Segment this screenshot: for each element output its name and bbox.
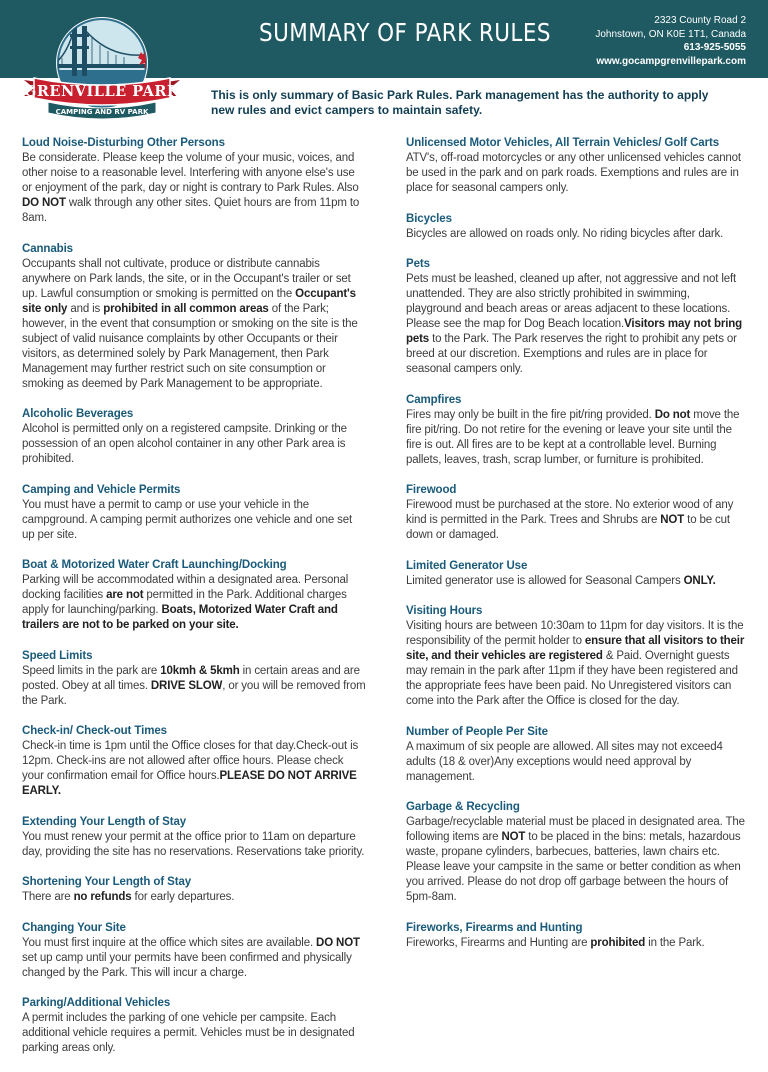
rule-section-boat-motorized-water-craft-launching-docking: [22, 558, 367, 633]
address-line-1: 2323 County Road 2: [654, 15, 746, 26]
rule-section-parking-additional-vehicles: [22, 996, 367, 1056]
rule-heading: Cannabis: [22, 242, 73, 255]
rule-text: You must renew your permit at the office prior to 11am on departure day, providing the site has no reservations. Reservations take priority.: [22, 830, 365, 858]
address-line-2: Johnstown, ON K0E 1T1, Canada: [595, 28, 746, 40]
rule-text: Alcohol is permitted only on a registered campsite. Drinking or the possession of an open alcohol container in any other Park area is prohibited.: [22, 423, 347, 465]
rule-text: to the Park. The Park reserves the right to prohibit any pets or breed at our discretion. Exemptions and rules are in place for seasonal campers only.: [406, 333, 737, 375]
rule-heading: Alcoholic Beverages: [22, 408, 134, 420]
left-column: [22, 136, 367, 1072]
rule-section-shortening-your-length-of-stay: [22, 875, 367, 905]
rule-emphasis: ensure that all visitors to their site, and their vehicles are registered: [406, 635, 745, 662]
rule-emphasis: are not: [106, 589, 144, 601]
rule-text: and is: [67, 302, 104, 315]
rule-text: walk through any other sites. Quiet hours are from 11pm to 8am.: [22, 197, 360, 224]
rule-heading: Loud Noise-Disturbing Other Persons: [22, 137, 225, 149]
rule-text: Bicycles are allowed on roads only. No riding bicycles after dark.: [406, 227, 724, 240]
rule-text: for early departures.: [131, 891, 235, 903]
rule-section-speed-limits: [22, 649, 367, 709]
rule-body: [22, 573, 367, 633]
rule-emphasis: ONLY.: [683, 574, 716, 587]
rule-heading: Pets: [406, 258, 430, 270]
rule-heading: Changing Your Site: [22, 921, 126, 934]
rule-text: You must have a permit to camp or use your vehicle in the campground. A camping permit authorizes one vehicle and one set up per site.: [22, 498, 353, 541]
rule-emphasis: DRIVE SLOW: [150, 679, 223, 692]
rule-text: Firewood must be purchased at the store. No exterior wood of any kind is permitted in the Park. Trees and Shrubs are: [406, 499, 734, 526]
rule-emphasis: Visitors may not bring pets: [406, 318, 742, 345]
rule-heading: Camping and Vehicle Permits: [22, 483, 181, 496]
rule-emphasis: prohibited in all common areas: [103, 302, 269, 315]
rule-body: [406, 272, 746, 377]
contact-info: [595, 14, 746, 68]
rule-section-check-in-check-out-times: [22, 724, 367, 799]
rule-heading: Check-in/ Check-out Times: [22, 725, 167, 737]
rule-heading: Parking/Additional Vehicles: [22, 997, 171, 1009]
rule-heading: Boat & Motorized Water Craft Launching/Docking: [22, 559, 287, 571]
logo-name: GRENVILLE PARK: [23, 83, 181, 100]
rule-text: Fires may only be built in the fire pit/ring provided.: [406, 408, 655, 421]
rule-section-camping-and-vehicle-permits: [22, 483, 367, 543]
rule-emphasis: 10kmh & 5kmh: [160, 664, 240, 677]
rule-section-campfires: [406, 393, 746, 468]
rule-body: [406, 936, 746, 951]
rule-body: [22, 1011, 367, 1056]
rule-heading: Fireworks, Firearms and Hunting: [406, 921, 583, 934]
rule-emphasis: NOT: [501, 831, 526, 843]
rule-emphasis: Boats, Motorized Water Craft and trailers are not to be parked on your site.: [22, 604, 338, 631]
phone-number: 613-925-5055: [683, 42, 746, 53]
rule-text: to be placed in the bins: metals, hazardous waste, propane cylinders, barbecues, batteries, lawn chairs etc. Please leave your campsite in the same or better condition as when you arrived. Please do not drop off garbage between the hours of 5pm-8am.: [406, 831, 741, 903]
right-column: [406, 136, 746, 966]
logo-tagline: CAMPING AND RV PARK: [55, 108, 149, 116]
rule-body: [22, 890, 367, 905]
rule-text: A permit includes the parking of one vehicle per campsite. Each additional vehicle requires a permit. Vehicles must be in designated parking areas only.: [22, 1012, 355, 1054]
notice-text: This is only summary of Basic Park Rules. Park management has the authority to apply new rules and evict campers to maintain safety.: [211, 88, 709, 117]
rule-text: Limited generator use is allowed for Seasonal Campers: [406, 574, 684, 587]
rule-body: [406, 227, 746, 242]
rule-heading: Limited Generator Use: [406, 559, 528, 572]
rule-text: Occupants shall not cultivate, produce or distribute cannabis anywhere on Park lands, the site, or in the Occupant's trailer or set up. Lawful consumption or smoking is permitted on the: [22, 257, 351, 300]
rule-text: Garbage/recyclable material must be placed in designated area. The following items are: [406, 816, 745, 843]
rule-heading: Garbage & Recycling: [406, 801, 520, 813]
rule-emphasis: Do not: [654, 408, 691, 421]
rule-body: [406, 574, 746, 589]
rule-heading: Shortening Your Length of Stay: [22, 876, 192, 888]
rule-section-unlicensed-motor-vehicles-all-terrain-vehicles-golf-carts: [406, 136, 746, 196]
rule-body: [22, 936, 367, 981]
rule-text: Pets must be leashed, cleaned up after, not aggressive and not left unattended. They are also strictly prohibited in swimming, playground and beach areas or areas adjacent to these locations. Please see the map for Dog Beach location.: [406, 273, 737, 330]
rule-emphasis: DO NOT: [316, 936, 360, 949]
park-logo: [20, 18, 190, 120]
rule-body: [22, 498, 367, 543]
rule-text: to be cut down or damaged.: [406, 514, 730, 541]
rule-emphasis: prohibited: [590, 936, 646, 949]
rule-text: of the Park; however, in the event that consumption or smoking on the site is the subject of valid nuisance complaints by other Occupants or their visitors, as determined solely by Park Management, then Park Management may further restrict such on site consumption or smoking as deemed by Park Management to be appropriate.: [22, 302, 358, 390]
rule-text: Visiting hours are between 10:30am to 11pm for day visitors. It is the responsibility of the permit holder to: [406, 620, 744, 647]
rule-heading: Extending Your Length of Stay: [22, 815, 187, 828]
rule-section-limited-generator-use: [406, 559, 746, 589]
rule-section-alcoholic-beverages: [22, 407, 367, 467]
rule-text: Fireworks, Firearms and Hunting are: [406, 936, 591, 949]
rule-heading: Number of People Per Site: [406, 725, 548, 738]
rule-section-visiting-hours: [406, 604, 746, 709]
rule-emphasis: Occupant's site only: [22, 287, 356, 315]
rule-section-number-of-people-per-site: [406, 725, 746, 785]
rule-heading: Unlicensed Motor Vehicles, All Terrain Vehicles/ Golf Carts: [406, 137, 720, 149]
rule-body: [22, 739, 367, 799]
rule-text: Check-in time is 1pm until the Office closes for that day.Check-out is 12pm. Check-ins are not allowed after office hours. Please check your confirmation email for Office hours.: [22, 740, 359, 782]
rule-text: in certain areas and are posted. Obey at all times.: [22, 664, 360, 692]
rule-text: , or you will be removed from the Park.: [22, 679, 366, 707]
rule-text: You must first inquire at the office which sites are available.: [22, 936, 317, 949]
rule-text: A maximum of six people are allowed. All sites may not exceed4 adults (18 & over)Any exceptions would need approval by management.: [406, 740, 723, 783]
rule-body: [406, 740, 746, 785]
rule-section-bicycles: [406, 212, 746, 242]
rule-section-fireworks-firearms-and-hunting: [406, 921, 746, 951]
rule-section-cannabis: [22, 242, 367, 392]
rule-heading: Firewood: [406, 484, 457, 496]
rule-body: [22, 422, 367, 467]
rule-body: [406, 408, 746, 468]
rule-body: [22, 830, 367, 860]
rule-section-changing-your-site: [22, 921, 367, 981]
rule-text: ATV's, off-road motorcycles or any other unlicensed vehicles cannot be used in the park and on park roads. Exemptions and rules are in place for seasonal campers only.: [406, 152, 741, 194]
rule-section-loud-noise-disturbing-other-persons: [22, 136, 367, 226]
rule-emphasis: no refunds: [73, 891, 132, 903]
rule-text: in the Park.: [645, 936, 705, 949]
rule-text: Be considerate. Please keep the volume of your music, voices, and other noise to a reasonable level. Interfering with anyone else's use or enjoyment of the park, day or night is contrary to Park Rules. Also: [22, 152, 359, 194]
rule-heading: Speed Limits: [22, 649, 93, 662]
rule-emphasis: DO NOT: [22, 197, 66, 209]
rule-section-firewood: [406, 483, 746, 543]
rule-text: permitted in the Park. Additional charges apply for launching/parking.: [22, 589, 347, 616]
website-link[interactable]: www.gocampgrenvillepark.com: [596, 55, 746, 67]
rule-body: [22, 151, 367, 226]
rule-section-garbage-recycling: [406, 800, 746, 905]
rule-heading: Campfires: [406, 393, 462, 406]
rule-text: set up camp until your permits have been confirmed and physically changed by the Park. This will incur a charge.: [22, 951, 352, 979]
rule-text: & Paid. Overnight guests may remain in the park after 11pm if they have been registered and the appropriate fees have been paid. No Unregistered visitors can come into the Park after the Office is closed for the day.: [406, 650, 738, 707]
rule-body: [406, 619, 746, 709]
rule-section-pets: [406, 257, 746, 377]
rule-text: Speed limits in the park are: [22, 664, 161, 677]
rule-section-extending-your-length-of-stay: [22, 815, 367, 860]
rule-body: [406, 151, 746, 196]
rule-emphasis: PLEASE DO NOT ARRIVE EARLY.: [22, 770, 357, 797]
rule-text: There are: [22, 891, 74, 903]
rule-body: [22, 664, 367, 709]
rule-heading: Visiting Hours: [406, 605, 483, 617]
rule-text: Parking will be accommodated within a designated area. Personal docking facilities: [22, 574, 349, 601]
rule-heading: Bicycles: [406, 212, 452, 225]
rule-body: [22, 257, 367, 392]
page-title: SUMMARY OF PARK RULES: [259, 18, 551, 47]
rule-body: [406, 498, 746, 543]
rule-body: [406, 815, 746, 905]
rule-text: move the fire pit/ring. Do not retire for the evening or leave your site until the fire is out. All fires are to be kept at a controllable level. Burning pallets, leaves, trash, scrap lumber, or furniture is prohibited.: [406, 408, 740, 466]
rule-emphasis: NOT: [660, 514, 685, 526]
